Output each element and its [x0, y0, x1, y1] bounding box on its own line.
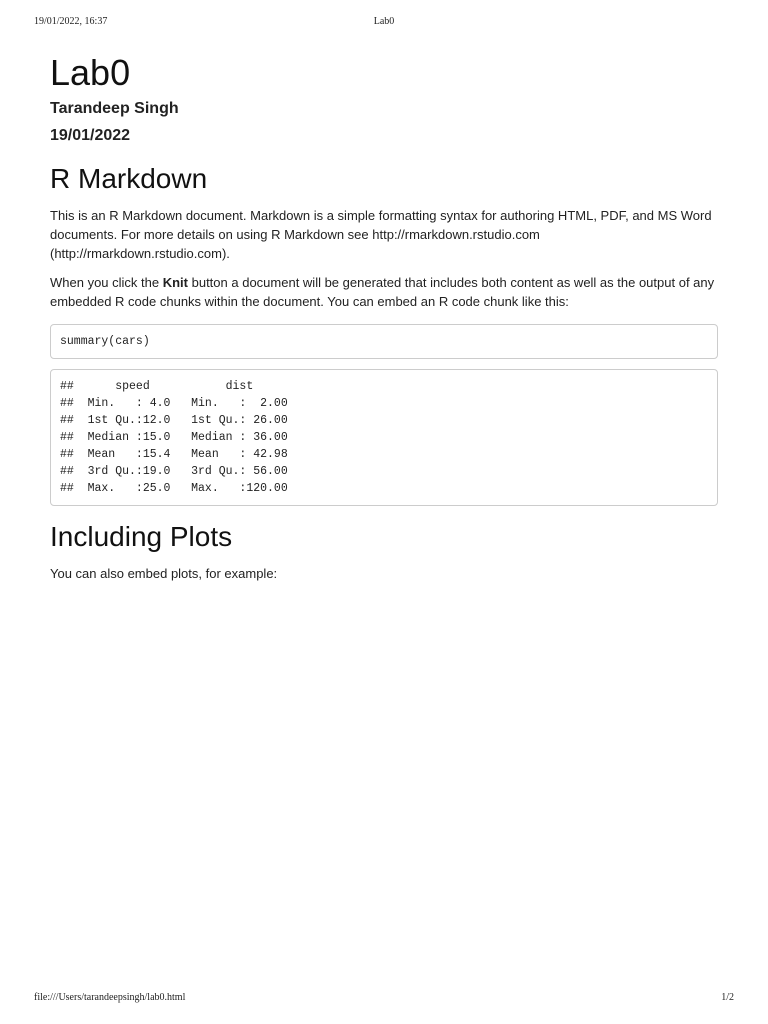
- document-date: 19/01/2022: [50, 127, 131, 144]
- plots-paragraph: You can also embed plots, for example:: [50, 566, 278, 581]
- output-line: ## speed dist: [60, 380, 302, 393]
- intro-paragraph: This is an R Markdown document. Markdown is a simple formatting syntax for authoring HTML, PDF, and MS Word documents. For more details on using R Markdown see http://rmarkdown.rstudio.com (http://rmarkdown.rstudio.com).: [50, 208, 712, 261]
- knit-paragraph-end: button a document will be generated that includes both content as well as the output of any embedded R code chunks within the document. You can embed an R code chunk like this:: [50, 275, 715, 309]
- knit-paragraph-start: When you click the: [50, 275, 163, 290]
- document-author: Tarandeep Singh: [50, 100, 179, 117]
- file-path: file:///Users/tarandeepsingh/lab0.html: [34, 992, 186, 1003]
- print-footer: [34, 992, 734, 1006]
- code-chunk-output: [50, 369, 718, 506]
- page-number: 1/2: [721, 992, 734, 1003]
- print-datetime: 19/01/2022, 16:37: [34, 16, 108, 27]
- knit-paragraph: [50, 273, 718, 311]
- knit-keyword: Knit: [162, 275, 188, 290]
- document-title: Lab0: [50, 52, 131, 93]
- output-line: ## Min. : 4.0 Min. : 2.00: [60, 397, 302, 410]
- code-chunk-source: summary(cars): [50, 324, 718, 359]
- output-line: ## Mean :15.4 Mean : 42.98: [60, 448, 302, 461]
- section-heading-including-plots: Including Plots: [50, 521, 233, 552]
- document-body: [50, 52, 718, 583]
- print-page-title: Lab0: [373, 16, 395, 27]
- output-line: ## 1st Qu.:12.0 1st Qu.: 26.00: [60, 414, 302, 427]
- section-heading-r-markdown: R Markdown: [50, 163, 208, 194]
- output-line: ## Max. :25.0 Max. :120.00: [60, 482, 302, 495]
- print-header: [34, 16, 734, 30]
- output-line: ## 3rd Qu.:19.0 3rd Qu.: 56.00: [60, 465, 302, 478]
- output-line: ## Median :15.0 Median : 36.00: [60, 431, 302, 444]
